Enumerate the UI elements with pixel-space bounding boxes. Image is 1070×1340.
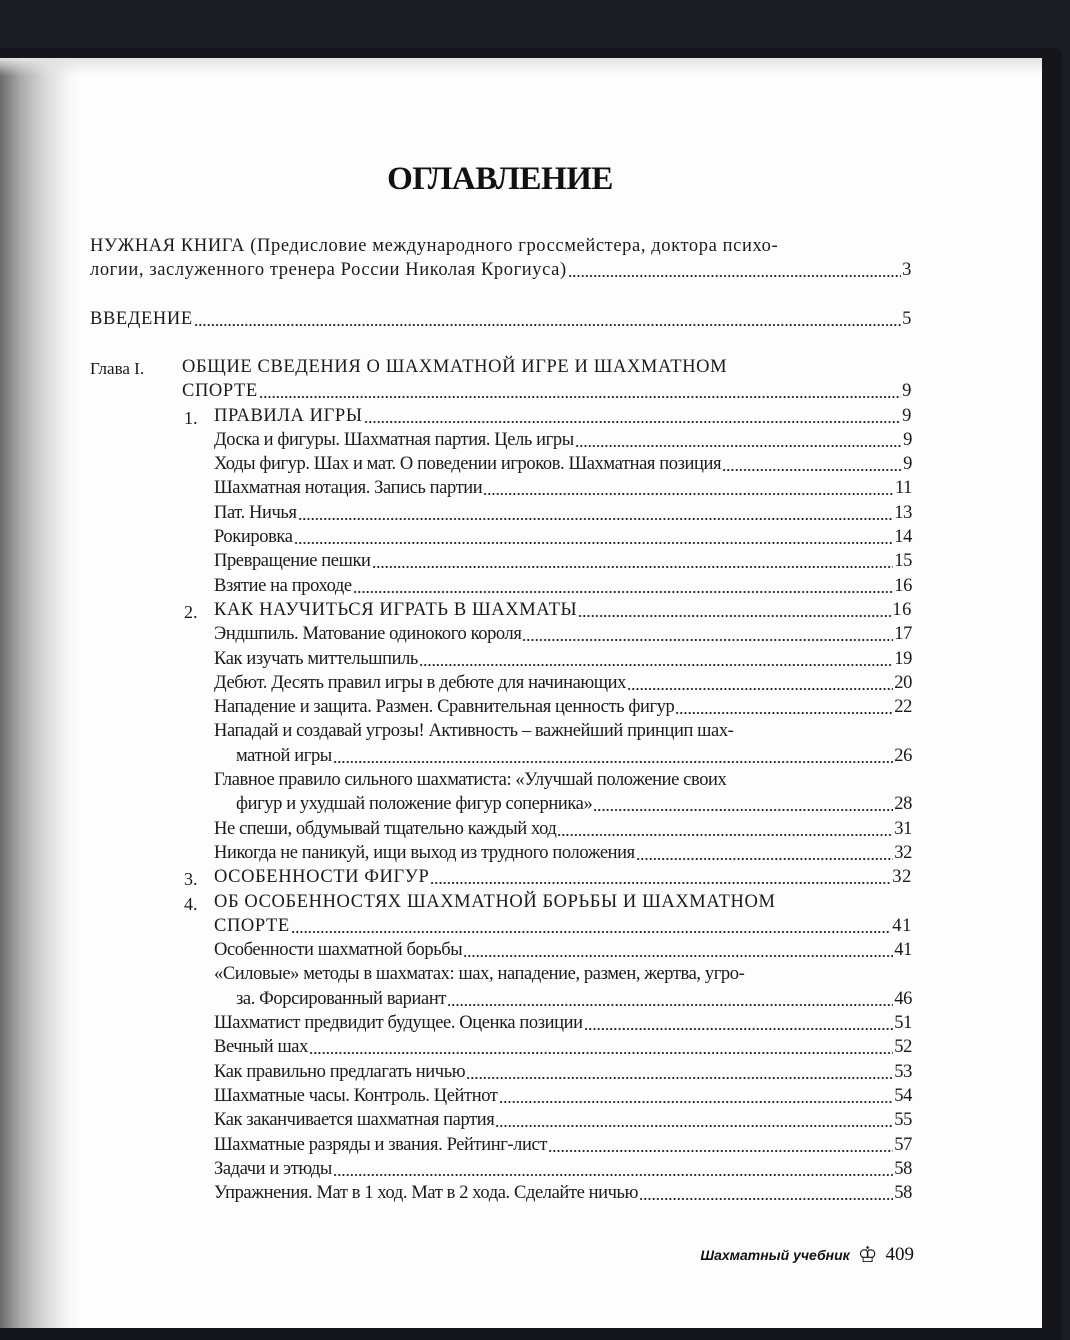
entry-page: 46 <box>894 988 912 1009</box>
entry-page: 13 <box>894 502 912 523</box>
toc-entry[interactable] <box>214 819 912 843</box>
entry-page: 32 <box>892 867 912 888</box>
entry-title: Нападение и защита. Размен. Сравнительная ценность фигур <box>214 697 675 718</box>
entry-page: 3 <box>902 260 912 281</box>
dot-leader <box>353 590 894 594</box>
dot-leader <box>522 638 893 642</box>
toc-entry-line[interactable] <box>90 236 778 260</box>
entry-title: матной игры <box>236 745 332 766</box>
entry-page: 54 <box>894 1085 912 1106</box>
toc-entry[interactable] <box>214 624 912 648</box>
toc-entry[interactable] <box>214 406 912 430</box>
entry-title: Шахматные часы. Контроль. Цейтнот <box>214 1085 498 1106</box>
toc-entry[interactable] <box>214 527 912 551</box>
dot-leader <box>463 954 893 958</box>
entry-title: Никогда не паникуй, ищи выход из трудного положения <box>214 842 635 863</box>
entry-page: 41 <box>894 940 912 961</box>
dot-leader <box>372 565 894 569</box>
entry-title: за. Форсированный вариант <box>236 988 447 1009</box>
entry-title: ОСОБЕННОСТИ ФИГУР <box>214 867 430 888</box>
entry-title: СПОРТЕ <box>182 381 258 402</box>
entry-title: фигур и ухудшай положение фигур соперника» <box>236 794 593 815</box>
entry-page: 52 <box>894 1037 912 1058</box>
entry-title: НУЖНАЯ КНИГА (Предисловие международного гроссмейстера, доктора психо- <box>90 236 779 256</box>
entry-page: 19 <box>894 648 912 669</box>
entry-title: ПРАВИЛА ИГРЫ <box>214 405 363 426</box>
dot-leader <box>548 1149 893 1153</box>
entry-page: 26 <box>894 745 912 766</box>
entry-title: логии, заслуженного тренера России Николая Крогиуса) <box>90 260 567 281</box>
entry-number: 3. <box>184 869 198 890</box>
entry-page: 55 <box>894 1110 912 1131</box>
entry-number: 4. <box>184 893 198 914</box>
entry-title: Главное правило сильного шахматиста: «Улучшай положение своих <box>214 770 727 790</box>
toc-entry[interactable] <box>236 746 912 770</box>
entry-page: 15 <box>894 551 912 572</box>
page-number: 409 <box>885 1244 914 1265</box>
entry-title: Дебют. Десять правил игры в дебюте для начинающих <box>214 672 626 693</box>
dot-leader <box>722 468 902 472</box>
dot-leader <box>419 663 893 667</box>
entry-page: 58 <box>894 1158 912 1179</box>
entry-title: Шахматные разряды и звания. Рейтинг-лист <box>214 1134 547 1155</box>
toc-entry[interactable] <box>214 1037 912 1061</box>
entry-page: 17 <box>894 624 912 645</box>
dot-leader <box>194 323 901 327</box>
toc-entry[interactable] <box>214 940 912 964</box>
toc-entry[interactable] <box>214 503 912 527</box>
entry-page: 28 <box>894 794 912 815</box>
toc-entry[interactable] <box>214 1086 912 1110</box>
toc-entry[interactable] <box>214 600 912 624</box>
entry-page: 14 <box>894 527 912 547</box>
entry-title: ОБЩИЕ СВЕДЕНИЯ О ШАХМАТНОЙ ИГРЕ И ШАХМАТНОМ <box>182 356 728 377</box>
dot-leader <box>495 1124 893 1128</box>
entry-number: 1. <box>184 407 198 428</box>
toc-entry[interactable] <box>90 260 912 284</box>
entry-title: СПОРТЕ <box>214 915 290 936</box>
entry-title: Пат. Ничья <box>214 502 297 523</box>
entry-page: 9 <box>903 429 912 450</box>
entry-page: 20 <box>894 672 912 693</box>
toc-entry[interactable] <box>182 381 912 405</box>
dot-leader <box>675 711 893 715</box>
dot-leader <box>627 687 893 691</box>
toc-entry[interactable] <box>236 989 912 1013</box>
entry-page: 57 <box>894 1134 912 1155</box>
dot-leader <box>636 857 894 861</box>
dot-leader <box>584 1027 894 1031</box>
chess-king-icon: ♔ <box>857 1242 878 1267</box>
dot-leader <box>309 1051 893 1055</box>
toc-entry[interactable] <box>214 576 912 600</box>
dot-leader <box>447 1003 893 1007</box>
toc-entry-line[interactable] <box>214 964 744 988</box>
toc-entry-line[interactable] <box>214 892 776 916</box>
entry-page: 31 <box>894 818 912 839</box>
dot-leader <box>333 1173 893 1177</box>
entry-title: Как заканчивается шахматная партия <box>214 1110 495 1131</box>
entry-page: 22 <box>894 697 912 718</box>
entry-number: 2. <box>184 601 198 622</box>
entry-title: Эндшпиль. Матование одинокого короля <box>214 624 522 645</box>
toc-entry[interactable] <box>214 430 912 454</box>
entry-title: Упражнения. Мат в 1 ход. Мат в 2 хода. Сделайте ничью <box>214 1183 638 1204</box>
dot-leader <box>298 517 894 521</box>
book-page <box>0 58 1042 1328</box>
toc-entry[interactable] <box>214 1183 912 1207</box>
entry-page: 9 <box>903 454 912 475</box>
entry-page: 58 <box>894 1183 912 1204</box>
top-shadow <box>0 58 1042 76</box>
page-footer <box>700 1242 914 1268</box>
entry-title: Взятие на проходе <box>214 575 352 596</box>
entry-title: Вечный шах <box>214 1037 308 1058</box>
entry-title: Ходы фигур. Шах и мат. О поведении игроков. Шахматная позиция <box>214 454 722 475</box>
dot-leader <box>575 444 902 448</box>
toc-entry[interactable] <box>214 649 912 673</box>
toc-entry[interactable] <box>214 916 912 940</box>
toc-entry-line[interactable] <box>214 721 733 745</box>
dot-leader <box>593 808 893 812</box>
toc-entry[interactable] <box>214 478 912 502</box>
dot-leader <box>333 760 893 764</box>
entry-page: 16 <box>892 599 912 620</box>
chapter-label: Глава I. <box>90 358 145 378</box>
page-title: ОГЛАВЛЕНИЕ <box>387 161 613 197</box>
spine-shadow <box>0 58 80 1328</box>
entry-page: 51 <box>894 1013 912 1033</box>
dot-leader <box>639 1197 893 1201</box>
entry-title: Особенности шахматной борьбы <box>214 940 463 961</box>
entry-page: 5 <box>902 308 912 329</box>
toc-entry[interactable] <box>214 1135 912 1159</box>
entry-page: 16 <box>894 575 912 596</box>
toc-entry[interactable] <box>214 843 912 867</box>
dot-leader <box>259 395 901 399</box>
entry-title: Как правильно предлагать ничью <box>214 1061 466 1082</box>
toc-entry-line[interactable] <box>214 770 726 794</box>
running-title: Шахматный учебник <box>700 1247 850 1263</box>
toc-entry-line[interactable] <box>182 357 727 381</box>
toc-entry[interactable] <box>214 454 912 478</box>
entry-title: ОБ ОСОБЕННОСТЯХ ШАХМАТНОЙ БОРЬБЫ И ШАХМАТНОМ <box>214 891 776 912</box>
entry-page: 53 <box>894 1061 912 1082</box>
entry-page: 41 <box>892 915 912 936</box>
entry-title: Шахматная нотация. Запись партии <box>214 478 483 499</box>
entry-title: Нападай и создавай угрозы! Активность – важнейший принцип шах- <box>214 721 734 742</box>
toc-entry[interactable] <box>214 551 912 575</box>
entry-title: Превращение пешки <box>214 551 371 572</box>
dot-leader <box>568 274 901 278</box>
entry-title: Шахматист предвидит будущее. Оценка позиции <box>214 1013 583 1033</box>
toc-entry[interactable] <box>236 794 912 818</box>
dot-leader <box>466 1076 893 1080</box>
toc-entry[interactable] <box>214 1159 912 1183</box>
entry-title: Как изучать миттельшпиль <box>214 648 418 669</box>
entry-title: ВВЕДЕНИЕ <box>90 308 193 329</box>
dot-leader <box>483 492 894 496</box>
entry-page: 9 <box>902 405 912 426</box>
entry-page: 11 <box>894 478 912 499</box>
toc-entry[interactable] <box>214 1013 912 1037</box>
toc-entry[interactable] <box>214 673 912 697</box>
dot-leader <box>557 833 893 837</box>
toc-entry[interactable] <box>90 309 912 333</box>
dot-leader <box>430 881 891 885</box>
entry-page: 32 <box>894 842 912 863</box>
entry-page: 9 <box>902 381 912 402</box>
entry-title: Доска и фигуры. Шахматная партия. Цель игры <box>214 429 574 450</box>
entry-title: Задачи и этюды <box>214 1158 332 1179</box>
dot-leader <box>294 541 894 545</box>
entry-title: Рокировка <box>214 527 293 547</box>
entry-title: «Силовые» методы в шахматах: шах, нападение, размен, жертва, угро- <box>214 964 745 985</box>
dot-leader <box>499 1100 894 1104</box>
dot-leader <box>364 420 902 424</box>
dot-leader <box>578 614 891 618</box>
entry-title: КАК НАУЧИТЬСЯ ИГРАТЬ В ШАХМАТЫ <box>214 599 578 620</box>
toc-entry[interactable] <box>214 867 912 891</box>
dot-leader <box>291 930 892 934</box>
toc-entry[interactable] <box>214 697 912 721</box>
toc-entry[interactable] <box>214 1062 912 1086</box>
entry-title: Не спеши, обдумывай тщательно каждый ход <box>214 818 557 839</box>
toc-entry[interactable] <box>214 1110 912 1134</box>
